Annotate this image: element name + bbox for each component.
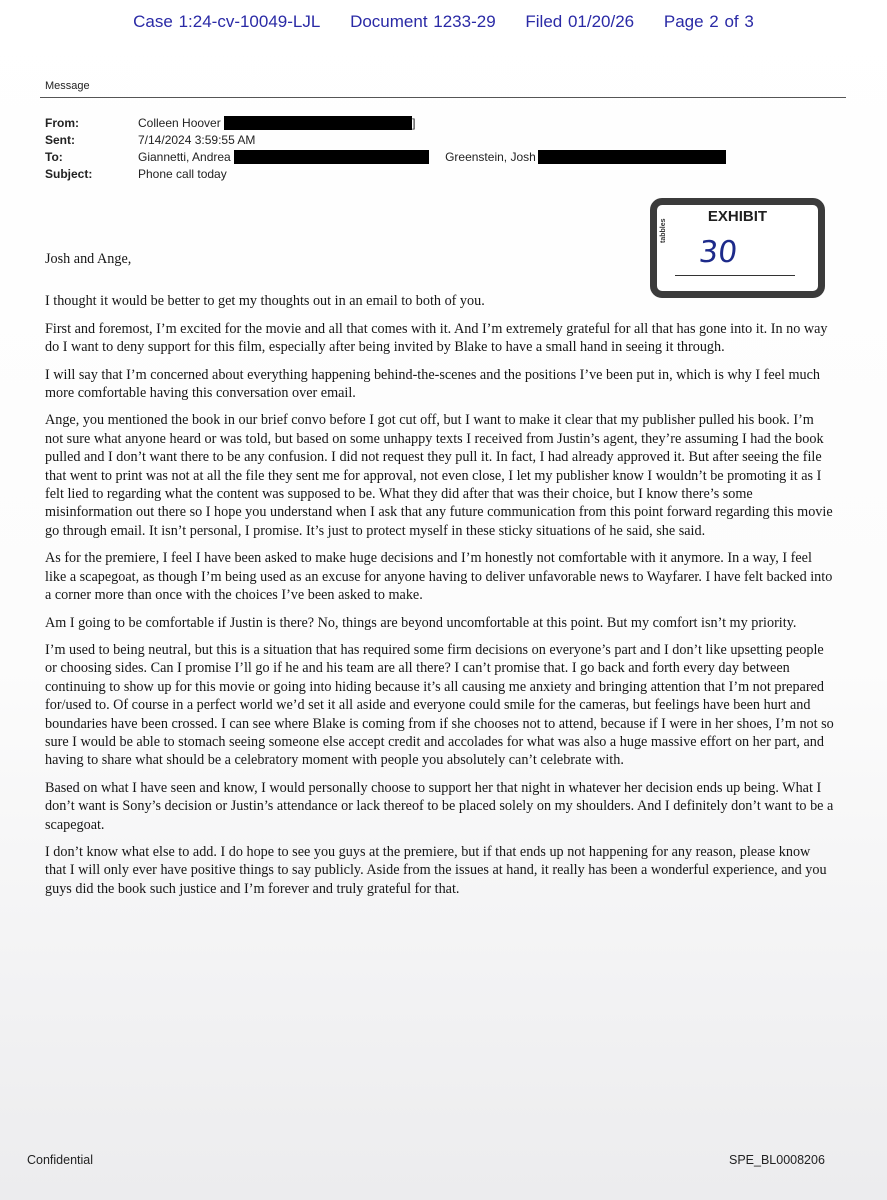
body-paragraph: I don’t know what else to add. I do hope to see you guys at the premiere, but if that ends up not happening for any reason, please know that I will only ever have positive things to say publicly. Aside from the issues at hand, it really has been a wonderful experience, and you guys did the book such justice and I’m forever and truly grateful for that. xyxy=(45,843,827,897)
filed-date: Filed 01/20/26 xyxy=(525,12,635,31)
page-indicator: Page 2 of 3 xyxy=(663,12,754,31)
subject-label: Subject: xyxy=(45,167,93,181)
message-label: Message xyxy=(45,80,90,92)
sender-name: Colleen Hoover xyxy=(138,116,221,130)
to-label: To: xyxy=(45,150,63,164)
recipient-2: Greenstein, Josh xyxy=(445,150,536,164)
greeting: Josh and Ange, xyxy=(45,251,132,267)
body-paragraph: Based on what I have seen and know, I would personally choose to support her that night in whatever her decision ends up being. What I don’t want is Sony’s decision or Justin’s attendance or lack thereof to be placed solely on my shoulders. And I definitely don’t want to be a scapegoat. xyxy=(45,779,834,833)
body-paragraph: I’m used to being neutral, but this is a situation that has required some firm decisions on everyone’s part and I don’t like upsetting people or choosing sides. Can I promise I’ll go if he and his team are all there? I can’t promise that. I go back and forth every day between continuing to show up for this movie or going into hiding because it’s all causing me anxiety and bringing attention that I’m not prepared for/used to. Of course in a perfect world we’d set it all aside and everyone could smile for the cameras, but feelings have been hurt and boundaries have been crossed. I can see where Blake is coming from if she chooses not to attend, because if I were in her shoes, I’m not so sure I would be able to stomach seeing someone else accept credit and accolades for what was also a huge massive effort on her part, and having to share what should be a celebratory moment with people you absolutely can’t celebrate with. xyxy=(45,641,834,769)
sent-label: Sent: xyxy=(45,133,75,147)
from-value xyxy=(138,116,415,130)
header-divider xyxy=(40,97,846,98)
body-paragraph: Ange, you mentioned the book in our brief convo before I got cut off, but I want to make it clear that my publisher pulled his book. I’m not sure what anyone heard or was told, but based on some unhappy texts I received from Justin’s agent, they’re assuming I had the book pulled and I don’t want there to be any confusion. I did not request they pull it. In fact, I had already approved it. But after seeing the file that went to print was not at all the file they sent me for approval, not even close, I let my publisher know I wouldn’t be promoting it as I felt lied to regarding what the content was supposed to be. What they did after that was their choice, but I know there’s some misinformation out there so I hope you understand when I ask that any future communication from this point forward regarding this movie go through email. It isn’t personal, I promise. It’s just to protect myself in these sticky situations of he said, she said. xyxy=(45,412,833,539)
document-number: Document 1233-29 xyxy=(350,12,496,31)
sent-row xyxy=(45,133,825,150)
court-filing-header xyxy=(0,12,887,32)
email-header-block xyxy=(45,116,825,184)
body-paragraph: I thought it would be better to get my thoughts out in an email to both of you. xyxy=(45,293,485,310)
to-value xyxy=(138,150,726,164)
body-paragraph: First and foremost, I’m excited for the movie and all that comes with it. And I’m extremely grateful for all that has gone into it. In no way do I want to deny support for this film, especially after being invited by Blake to have a small hand in seeing it through. xyxy=(45,320,828,356)
to-row xyxy=(45,150,825,167)
exhibit-title: EXHIBIT xyxy=(707,208,768,225)
case-number: Case 1:24-cv-10049-LJL xyxy=(133,12,321,31)
sent-value: 7/14/2024 3:59:55 AM xyxy=(138,133,256,147)
subject-value: Phone call today xyxy=(138,167,227,181)
body-paragraph: As for the premiere, I feel I have been asked to make huge decisions and I’m honestly not comfortable with it anymore. In a way, I feel like a scapegoat, as though I’m being used as an excuse for anyone having to deliver unfavorable news to Wayfarer. I have felt backed into a corner more than once with the choices I’ve been asked to make. xyxy=(45,550,833,604)
body-paragraph: Am I going to be comfortable if Justin is there? No, things are beyond uncomfortable at this point. But my comfort isn’t my priority. xyxy=(45,614,797,631)
redaction-bar xyxy=(538,150,726,164)
recipient-1: Giannetti, Andrea xyxy=(138,150,231,164)
subject-row xyxy=(45,167,825,184)
from-label: From: xyxy=(45,116,79,130)
body-paragraph: I will say that I’m concerned about everything happening behind-the-scenes and the positions I’ve been put in, which is why I feel much more comfortable having this conversation over email. xyxy=(45,366,820,402)
redaction-bar xyxy=(224,116,412,130)
bates-number: SPE_BL0008206 xyxy=(729,1153,825,1167)
from-row xyxy=(45,116,825,133)
confidential-label: Confidential xyxy=(27,1153,94,1167)
exhibit-number: 30 xyxy=(697,235,740,270)
exhibit-brand: tabbles xyxy=(660,218,667,243)
email-body xyxy=(45,250,835,907)
redaction-bar xyxy=(234,150,429,164)
from-bracket: ] xyxy=(412,116,416,130)
